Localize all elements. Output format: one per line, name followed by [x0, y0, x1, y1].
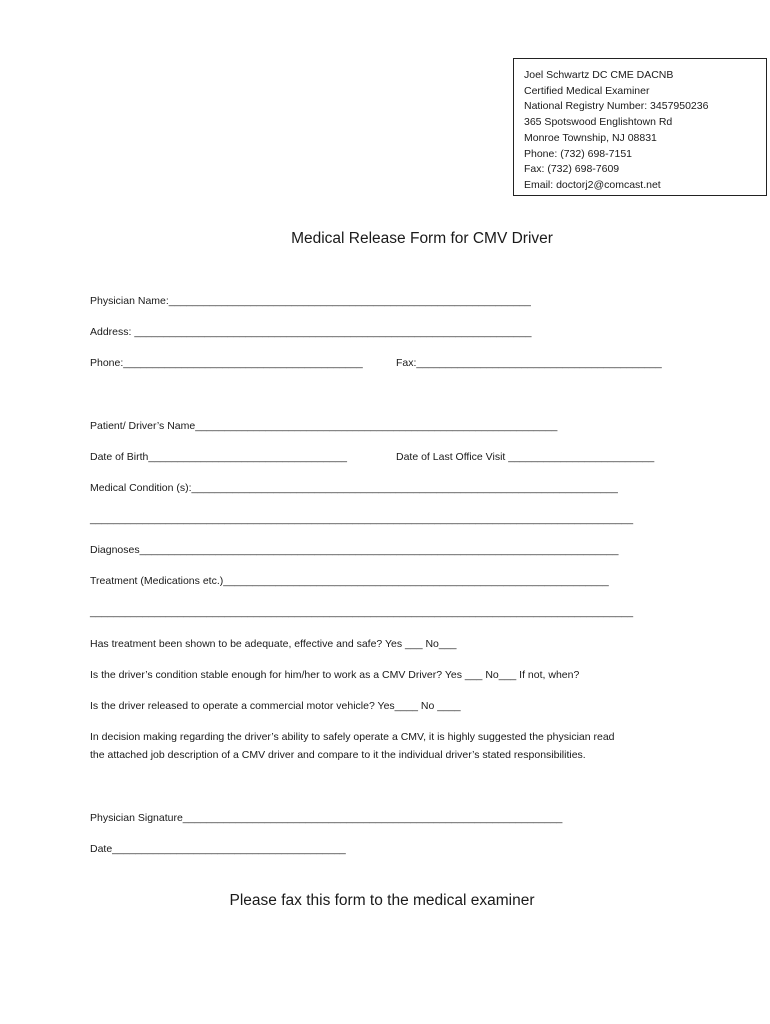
examiner-contact-box — [513, 58, 767, 196]
date-of-birth-field[interactable]: Date of Birth__________________________________ — [90, 451, 347, 463]
address-field[interactable]: Address: ____________________________________________________________________ — [90, 326, 532, 338]
physician-signature-field[interactable]: Physician Signature_________________________________________________________________ — [90, 812, 563, 824]
examiner-email: Email: doctorj2@comcast.net — [524, 178, 661, 191]
guidance-note-line-2: the attached job description of a CMV driver and compare to it the individual driver’s stated responsibilities. — [90, 749, 586, 761]
phone-field[interactable]: Phone:_________________________________________ — [90, 357, 363, 369]
guidance-note-line-1: In decision making regarding the driver’s ability to safely operate a CMV, it is highly suggested the physician read — [90, 731, 615, 743]
patient-name-field[interactable]: Patient/ Driver’s Name______________________________________________________________ — [90, 420, 558, 432]
examiner-name: Joel Schwartz DC CME DACNB — [524, 69, 674, 81]
treatment-continuation-line[interactable]: _____________________________________________________________________________________________ — [90, 606, 634, 618]
treatment-field[interactable]: Treatment (Medications etc.)__________________________________________________________________ — [90, 575, 609, 587]
fax-instruction: Please fax this form to the medical examiner — [229, 892, 535, 909]
examiner-fax: Fax: (732) 698-7609 — [524, 163, 620, 176]
examiner-registry-number: National Registry Number: 3457950236 — [524, 100, 709, 113]
examiner-title: Certified Medical Examiner — [524, 84, 650, 97]
treatment-adequate-question[interactable]: Has treatment been shown to be adequate, effective and safe? Yes ___ No___ — [90, 638, 457, 650]
driver-released-question[interactable]: Is the driver released to operate a commercial motor vehicle? Yes____ No ____ — [90, 700, 461, 712]
examiner-street: 365 Spotswood Englishtown Rd — [524, 116, 673, 129]
form-title: Medical Release Form for CMV Driver — [291, 230, 553, 247]
fax-field[interactable]: Fax:__________________________________________ — [396, 357, 662, 369]
last-office-visit-field[interactable]: Date of Last Office Visit _________________________ — [396, 451, 655, 463]
examiner-city: Monroe Township, NJ 08831 — [524, 131, 657, 144]
diagnoses-field[interactable]: Diagnoses__________________________________________________________________________________ — [90, 544, 619, 556]
physician-name-field[interactable]: Physician Name:______________________________________________________________ — [90, 295, 531, 307]
condition-stable-question[interactable]: Is the driver’s condition stable enough for him/her to work as a CMV Driver? Yes ___ No___ If not, when? — [90, 669, 580, 681]
date-field[interactable]: Date________________________________________ — [90, 843, 346, 855]
medical-condition-continuation-line[interactable]: _____________________________________________________________________________________________ — [90, 513, 634, 525]
medical-condition-field[interactable]: Medical Condition (s):_________________________________________________________________________ — [90, 482, 618, 494]
examiner-phone: Phone: (732) 698-7151 — [524, 147, 632, 160]
